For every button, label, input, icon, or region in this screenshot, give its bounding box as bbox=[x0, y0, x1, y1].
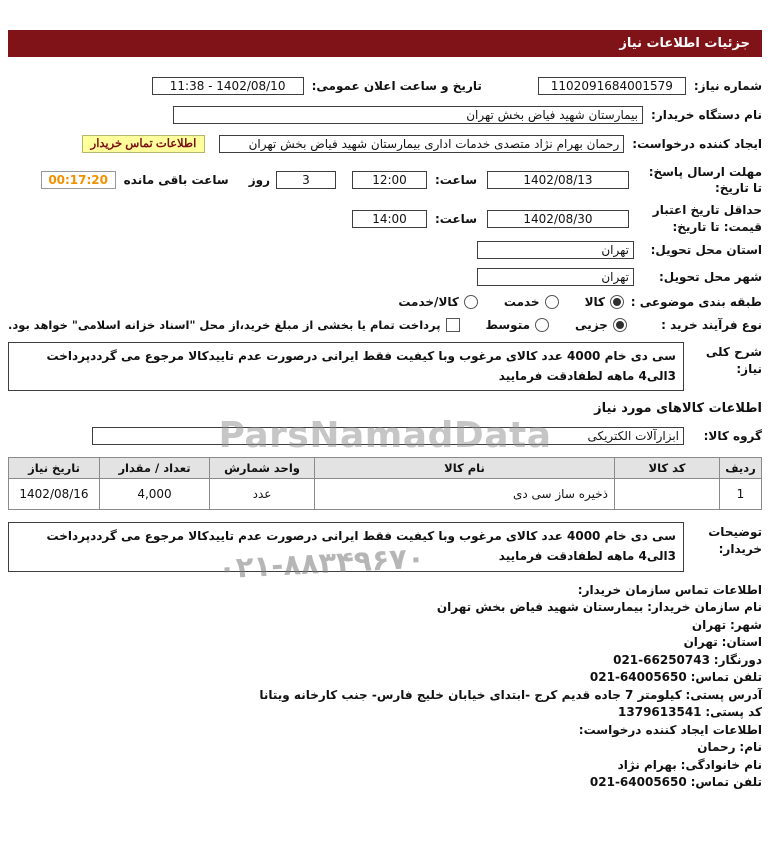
treasury-bonds-checkbox-label: پرداخت تمام یا بخشی از مبلغ خرید،از محل "اسناد خزانه اسلامی" خواهد بود. bbox=[8, 317, 441, 332]
announce-datetime-field[interactable]: 11:38 - 1402/08/10 bbox=[152, 77, 304, 95]
subject-option-goods-service[interactable] bbox=[398, 295, 478, 309]
subject-classification-label: طبقه بندی موضوعی : bbox=[630, 294, 762, 309]
contact-fax: دورنگار: 021-66250743 bbox=[613, 652, 762, 667]
remaining-hours-field: 00:17:20 bbox=[41, 171, 116, 189]
buyer-org-field[interactable]: بیمارستان شهید فیاض بخش تهران bbox=[173, 106, 643, 124]
checkbox-icon[interactable] bbox=[446, 318, 460, 332]
remaining-hours-label: ساعت باقی مانده bbox=[123, 173, 229, 188]
buyer-notes-label: توضیحات خریدار: bbox=[708, 525, 762, 556]
process-option-medium[interactable] bbox=[486, 318, 550, 332]
form-content bbox=[0, 57, 770, 792]
buyer-org-label: نام دستگاه خریدار: bbox=[651, 108, 762, 122]
col-count-unit: واحد شمارش bbox=[210, 458, 315, 479]
buyer-contact-button[interactable]: اطلاعات تماس خریدار bbox=[82, 135, 206, 153]
row-process-type bbox=[8, 318, 762, 332]
reply-deadline-label: مهلت ارسال پاسخ: تا تاریخ: bbox=[648, 165, 762, 196]
row-delivery-city bbox=[8, 268, 762, 286]
row-request-creator bbox=[8, 135, 762, 153]
goods-table bbox=[8, 457, 762, 510]
contact-org-name: نام سازمان خریدار: بیمارستان شهید فیاض بخش تهران bbox=[436, 600, 762, 615]
process-type-label: نوع فرآیند خرید : bbox=[661, 317, 762, 332]
subject-option-service-label: خدمت bbox=[503, 294, 540, 309]
price-validity-label: حداقل تاریخ اعتبار قیمت: تا تاریخ: bbox=[652, 203, 762, 234]
delivery-province-label: استان محل تحویل: bbox=[650, 242, 762, 257]
creator-first-name: نام: رحمان bbox=[697, 740, 762, 755]
contact-postal-address: آدرس پستی: کیلومتر 7 جاده قدیم کرج -ابتدای خیابان خلیج فارس- جنب کارخانه ویتانا bbox=[259, 687, 762, 702]
creator-section-header: اطلاعات ایجاد کننده درخواست: bbox=[578, 722, 762, 737]
cell-quantity: 4,000 bbox=[100, 479, 210, 510]
watermark-phone: ۰۲۱-۸۸۳۴۹۶۷۰ bbox=[217, 540, 426, 586]
creator-last-name: نام خانوادگی: بهرام نژاد bbox=[617, 757, 762, 772]
need-description-row bbox=[8, 342, 762, 392]
reply-deadline-time-label: ساعت: bbox=[434, 173, 477, 188]
goods-table-row bbox=[9, 479, 762, 510]
contact-city: شهر: تهران bbox=[691, 617, 762, 632]
col-quantity: تعداد / مقدار bbox=[100, 458, 210, 479]
reply-deadline-date-field[interactable]: 1402/08/13 bbox=[487, 171, 629, 189]
treasury-bonds-checkbox-option[interactable] bbox=[8, 318, 460, 332]
goods-section-title: اطلاعات کالاهای مورد نیاز bbox=[594, 401, 762, 417]
price-validity-date-field[interactable]: 1402/08/30 bbox=[487, 210, 629, 228]
goods-table-header-row bbox=[9, 458, 762, 479]
goods-group-label: گروه کالا: bbox=[703, 429, 762, 444]
subject-option-goods-service-label: کالا/خدمت bbox=[398, 294, 459, 309]
buyer-notes-row bbox=[8, 522, 762, 572]
announce-datetime-label: تاریخ و ساعت اعلان عمومی: bbox=[311, 79, 482, 93]
col-goods-name: نام کالا bbox=[315, 458, 615, 479]
row-goods-group bbox=[8, 426, 762, 445]
process-option-minor[interactable] bbox=[575, 318, 627, 332]
row-reply-deadline bbox=[8, 164, 762, 196]
radio-icon[interactable] bbox=[545, 295, 559, 309]
cell-goods-code bbox=[615, 479, 720, 510]
cell-count-unit: عدد bbox=[210, 479, 315, 510]
price-validity-time-label: ساعت: bbox=[434, 211, 477, 226]
cell-goods-name: ذخیره ساز سی دی bbox=[315, 479, 615, 510]
cell-need-date: 1402/08/16 bbox=[9, 479, 100, 510]
radio-icon[interactable] bbox=[613, 318, 627, 332]
need-number-field[interactable]: 1102091684001579 bbox=[538, 77, 686, 95]
row-delivery-province bbox=[8, 241, 762, 259]
contact-phone: تلفن تماس: 021-64005650 bbox=[589, 670, 762, 685]
goods-group-field[interactable]: ابزارآلات الکتریکی bbox=[92, 427, 684, 445]
subject-option-goods[interactable] bbox=[585, 295, 624, 309]
radio-icon[interactable] bbox=[464, 295, 478, 309]
contact-section-header: اطلاعات تماس سازمان خریدار: bbox=[577, 582, 762, 597]
col-row-index: ردیف bbox=[720, 458, 762, 479]
delivery-city-label: شهر محل تحویل: bbox=[658, 269, 762, 284]
request-creator-field[interactable]: رحمان بهرام نژاد متصدی خدمات اداری بیمارستان شهید فیاض بخش تهران bbox=[219, 135, 624, 153]
request-creator-label: ایجاد کننده درخواست: bbox=[632, 137, 762, 151]
price-validity-time-field[interactable]: 14:00 bbox=[352, 210, 427, 228]
contact-postal-code: کد پستی: 1379613541 bbox=[618, 705, 762, 720]
page-title: جزئیات اطلاعات نیاز bbox=[8, 30, 762, 57]
row-buyer-org bbox=[8, 106, 762, 124]
row-subject-classification bbox=[8, 295, 762, 309]
buyer-contact-section bbox=[8, 582, 762, 792]
creator-phone: تلفن تماس: 021-64005650 bbox=[589, 775, 762, 790]
buyer-notes-box[interactable]: سی دی خام 4000 عدد کالای مرغوب وبا کیفیت فقط ایرانی درصورت عدم تاییدکالا مرجوع می گرددپرداخت 3الی4 ماهه لطفادقت فرمایید bbox=[8, 522, 684, 572]
contact-province: استان: تهران bbox=[683, 635, 762, 650]
need-description-label: شرح کلی نیاز: bbox=[705, 344, 762, 376]
need-description-box[interactable]: سی دی خام 4000 عدد کالای مرغوب وبا کیفیت فقط ایرانی درصورت عدم تاییدکالا مرجوع می گرددپرداخت 3الی4 ماهه لطفادقت فرمایید bbox=[8, 342, 684, 392]
col-goods-code: کد کالا bbox=[615, 458, 720, 479]
delivery-province-field[interactable]: تهران bbox=[477, 241, 634, 259]
process-option-minor-label: جزیی bbox=[575, 317, 608, 332]
process-option-medium-label: متوسط bbox=[485, 317, 531, 332]
reply-deadline-time-field[interactable]: 12:00 bbox=[352, 171, 427, 189]
row-price-validity bbox=[8, 202, 762, 234]
row-need-number bbox=[8, 77, 762, 95]
need-number-label: شماره نیاز: bbox=[693, 79, 762, 93]
subject-option-service[interactable] bbox=[504, 295, 559, 309]
subject-option-goods-label: کالا bbox=[584, 294, 605, 309]
radio-icon[interactable] bbox=[610, 295, 624, 309]
cell-row-index: 1 bbox=[720, 479, 762, 510]
reply-deadline-days-field[interactable]: 3 bbox=[276, 171, 336, 189]
reply-deadline-days-label: روز bbox=[248, 173, 270, 188]
col-need-date: تاریخ نیاز bbox=[9, 458, 100, 479]
radio-icon[interactable] bbox=[535, 318, 549, 332]
delivery-city-field[interactable]: تهران bbox=[477, 268, 634, 286]
watermark-brand: ParsNamadData bbox=[218, 415, 552, 456]
